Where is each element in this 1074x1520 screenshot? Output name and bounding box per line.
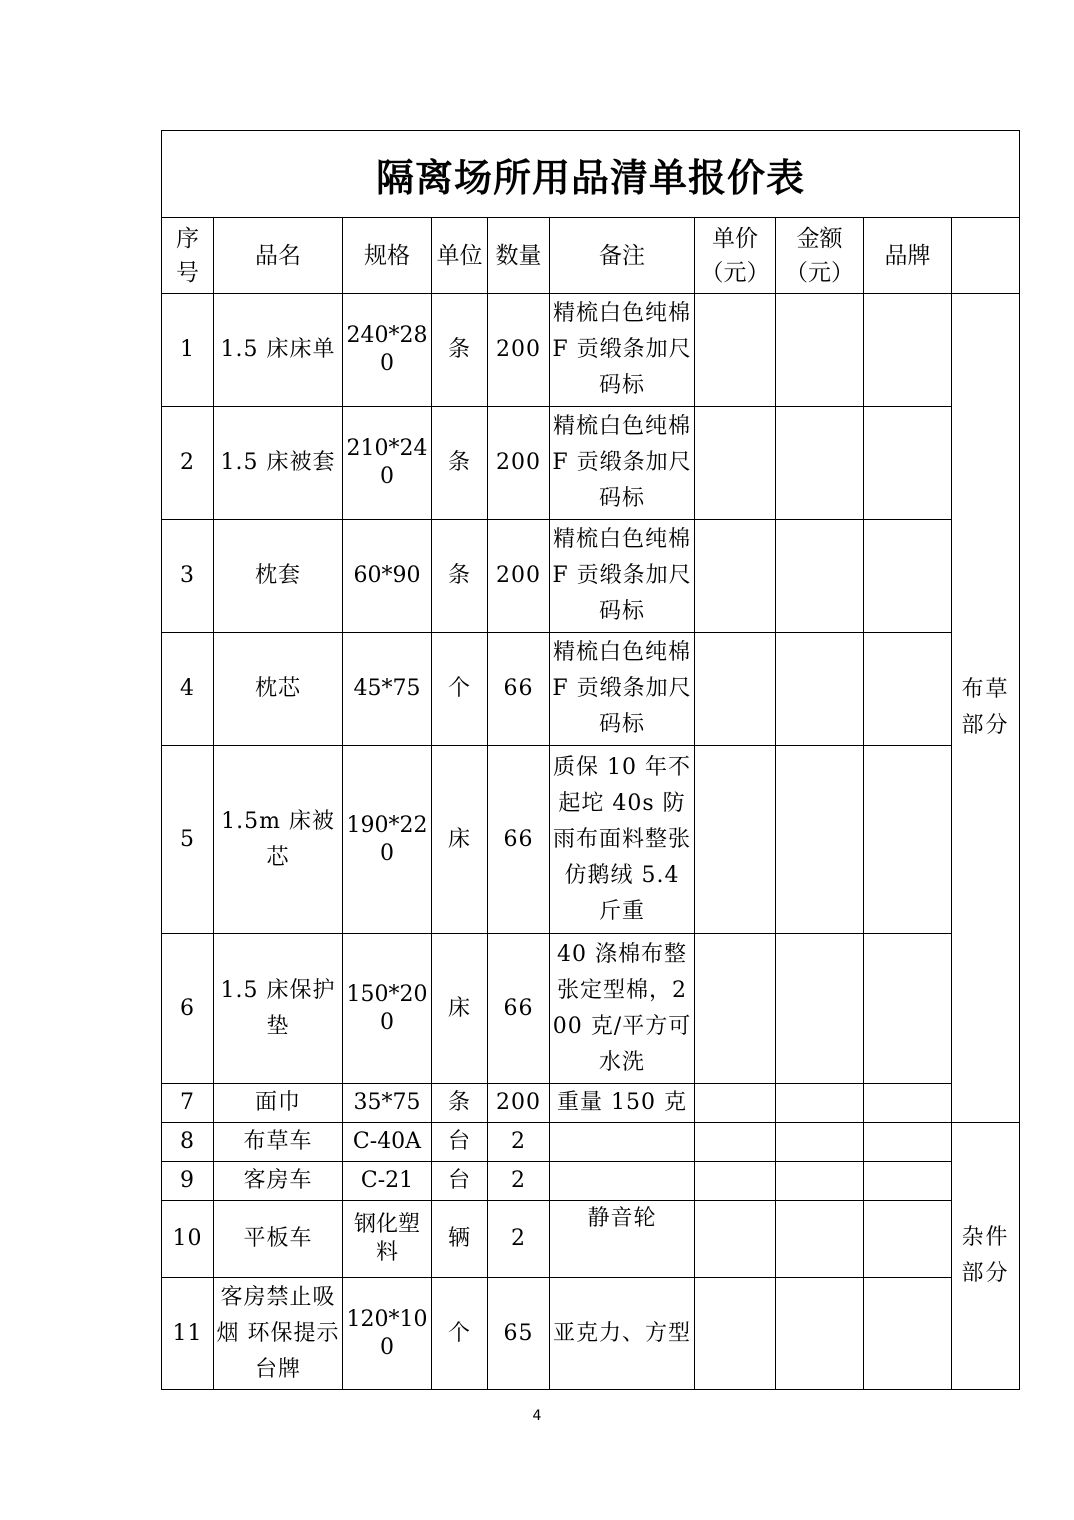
cell-price	[695, 746, 776, 934]
cell-spec: 120*100	[343, 1278, 432, 1390]
cell-brand	[864, 633, 952, 746]
header-unit: 单位	[432, 218, 488, 294]
header-spec: 规格	[343, 218, 432, 294]
cell-name: 平板车	[214, 1201, 343, 1278]
cell-qty: 200	[488, 520, 550, 633]
cell-seq: 2	[162, 407, 214, 520]
cell-seq: 7	[162, 1084, 214, 1123]
table-row	[162, 294, 1020, 407]
cell-seq: 1	[162, 294, 214, 407]
cell-name: 1.5 床床单	[214, 294, 343, 407]
cell-note: 精梳白色纯棉 F 贡缎条加尺码标	[550, 407, 695, 520]
cell-price	[695, 1084, 776, 1123]
header-seq: 序 号	[162, 218, 214, 294]
cell-price	[695, 294, 776, 407]
cell-price	[695, 407, 776, 520]
cell-spec: 45*75	[343, 633, 432, 746]
cell-qty: 200	[488, 407, 550, 520]
category-linen: 布草部分	[952, 294, 1020, 1123]
cell-spec: C-21	[343, 1162, 432, 1201]
table-row	[162, 1278, 1020, 1390]
header-qty: 数量	[488, 218, 550, 294]
cell-price	[695, 520, 776, 633]
cell-brand	[864, 934, 952, 1084]
cell-unit: 台	[432, 1162, 488, 1201]
cell-name: 1.5 床被套	[214, 407, 343, 520]
cell-qty: 2	[488, 1162, 550, 1201]
cell-amount	[776, 520, 864, 633]
cell-amount	[776, 1278, 864, 1390]
cell-qty: 65	[488, 1278, 550, 1390]
table-row	[162, 633, 1020, 746]
cell-amount	[776, 1084, 864, 1123]
cell-qty: 200	[488, 294, 550, 407]
cell-price	[695, 1278, 776, 1390]
table-row	[162, 746, 1020, 934]
cell-name: 枕套	[214, 520, 343, 633]
cell-qty: 66	[488, 934, 550, 1084]
cell-amount	[776, 1162, 864, 1201]
cell-name: 面巾	[214, 1084, 343, 1123]
cell-amount	[776, 1201, 864, 1278]
cell-brand	[864, 407, 952, 520]
header-note: 备注	[550, 218, 695, 294]
cell-spec: 35*75	[343, 1084, 432, 1123]
cell-unit: 床	[432, 934, 488, 1084]
cell-qty: 200	[488, 1084, 550, 1123]
cell-price	[695, 934, 776, 1084]
header-category	[952, 218, 1020, 294]
cell-brand	[864, 1084, 952, 1123]
cell-seq: 6	[162, 934, 214, 1084]
cell-unit: 个	[432, 1278, 488, 1390]
cell-amount	[776, 746, 864, 934]
cell-note	[550, 1162, 695, 1201]
cell-qty: 2	[488, 1201, 550, 1278]
cell-price	[695, 633, 776, 746]
header-name: 品名	[214, 218, 343, 294]
cell-note: 40 涤棉布整张定型棉，200 克/平方可水洗	[550, 934, 695, 1084]
cell-unit: 条	[432, 1084, 488, 1123]
cell-unit: 床	[432, 746, 488, 934]
cell-amount	[776, 294, 864, 407]
cell-qty: 66	[488, 746, 550, 934]
cell-amount	[776, 633, 864, 746]
header-row	[162, 218, 1020, 294]
cell-price	[695, 1123, 776, 1162]
quote-table	[161, 130, 1020, 1390]
header-brand: 品牌	[864, 218, 952, 294]
cell-seq: 5	[162, 746, 214, 934]
cell-qty: 66	[488, 633, 550, 746]
cell-note: 静音轮	[550, 1201, 695, 1278]
cell-qty: 2	[488, 1123, 550, 1162]
cell-spec: 150*200	[343, 934, 432, 1084]
cell-unit: 条	[432, 520, 488, 633]
cell-spec: 60*90	[343, 520, 432, 633]
cell-seq: 3	[162, 520, 214, 633]
cell-note: 精梳白色纯棉 F 贡缎条加尺码标	[550, 294, 695, 407]
cell-brand	[864, 520, 952, 633]
cell-seq: 9	[162, 1162, 214, 1201]
cell-brand	[864, 1123, 952, 1162]
cell-unit: 条	[432, 407, 488, 520]
cell-note: 精梳白色纯棉 F 贡缎条加尺码标	[550, 520, 695, 633]
table-row	[162, 1201, 1020, 1278]
cell-name: 1.5 床保护垫	[214, 934, 343, 1084]
cell-amount	[776, 1123, 864, 1162]
table-row	[162, 934, 1020, 1084]
cell-seq: 8	[162, 1123, 214, 1162]
header-amount: 金额 （元）	[776, 218, 864, 294]
cell-unit: 辆	[432, 1201, 488, 1278]
cell-price	[695, 1162, 776, 1201]
cell-unit: 条	[432, 294, 488, 407]
table-title: 隔离场所用品清单报价表	[162, 131, 1020, 218]
cell-name: 1.5m 床被芯	[214, 746, 343, 934]
category-misc: 杂件部分	[952, 1123, 1020, 1390]
cell-seq: 11	[162, 1278, 214, 1390]
cell-seq: 10	[162, 1201, 214, 1278]
cell-note	[550, 1123, 695, 1162]
cell-unit: 个	[432, 633, 488, 746]
header-price: 单价 （元）	[695, 218, 776, 294]
table-row	[162, 1123, 1020, 1162]
cell-name: 布草车	[214, 1123, 343, 1162]
cell-brand	[864, 1201, 952, 1278]
table-row	[162, 407, 1020, 520]
cell-note: 重量 150 克	[550, 1084, 695, 1123]
table-row	[162, 520, 1020, 633]
table-row	[162, 1162, 1020, 1201]
cell-seq: 4	[162, 633, 214, 746]
table-row	[162, 1084, 1020, 1123]
cell-price	[695, 1201, 776, 1278]
cell-brand	[864, 1278, 952, 1390]
cell-spec: 240*280	[343, 294, 432, 407]
cell-note: 质保 10 年不起坨 40s 防雨布面料整张仿鹅绒 5.4 斤重	[550, 746, 695, 934]
cell-unit: 台	[432, 1123, 488, 1162]
page-number: 4	[532, 1408, 542, 1424]
cell-name: 枕芯	[214, 633, 343, 746]
cell-amount	[776, 407, 864, 520]
cell-spec: C-40A	[343, 1123, 432, 1162]
cell-note: 亚克力、方型	[550, 1278, 695, 1390]
cell-spec: 190*220	[343, 746, 432, 934]
cell-brand	[864, 294, 952, 407]
cell-spec: 210*240	[343, 407, 432, 520]
cell-brand	[864, 746, 952, 934]
cell-name: 客房禁止吸烟 环保提示台牌	[214, 1278, 343, 1390]
cell-name: 客房车	[214, 1162, 343, 1201]
cell-spec: 钢化塑料	[343, 1201, 432, 1278]
cell-note: 精梳白色纯棉 F 贡缎条加尺码标	[550, 633, 695, 746]
cell-brand	[864, 1162, 952, 1201]
cell-amount	[776, 934, 864, 1084]
